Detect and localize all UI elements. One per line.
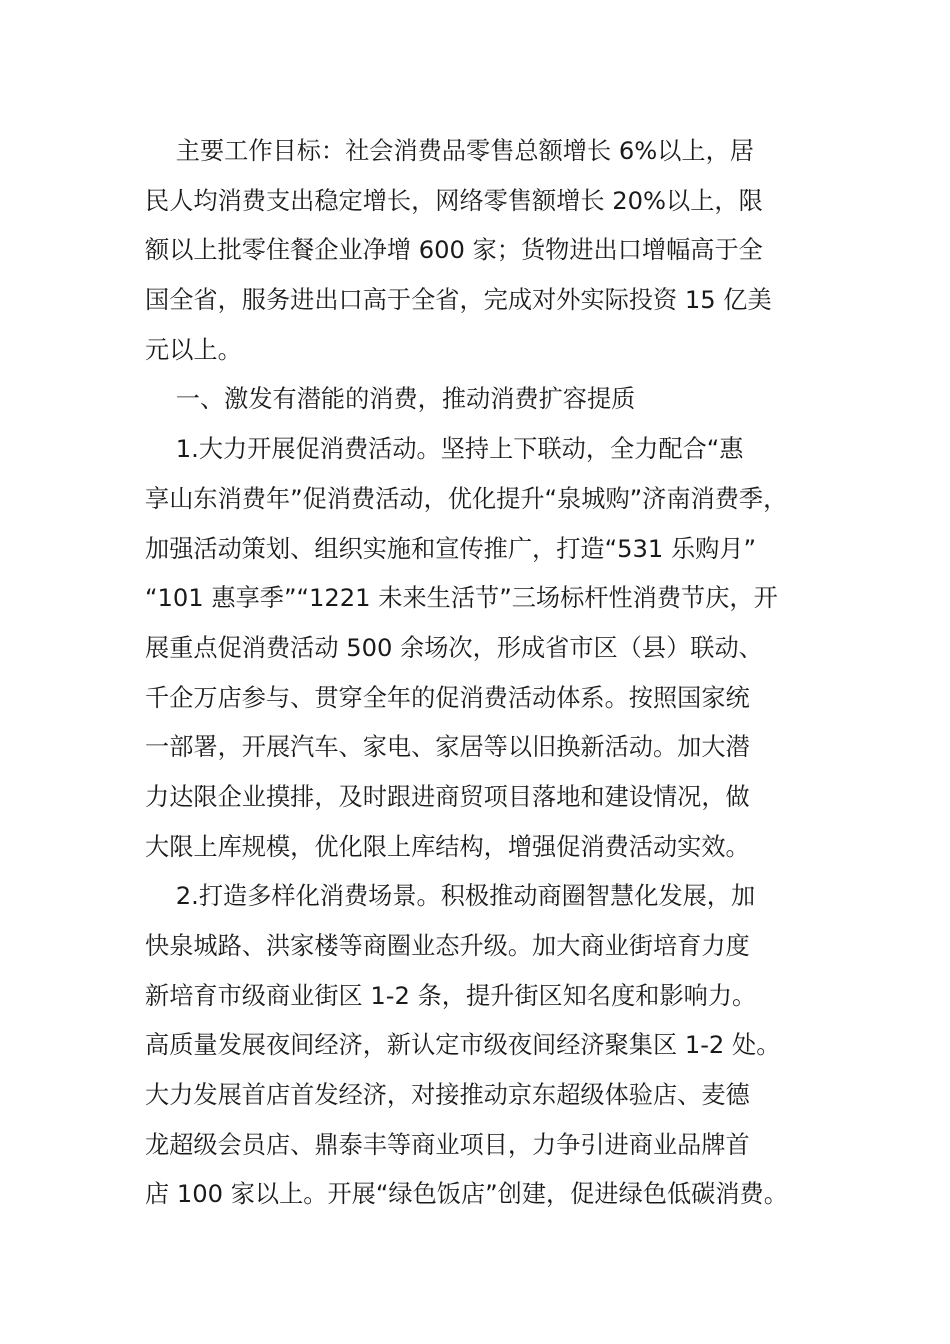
text-line: 主要工作目标：社会消费品零售总额增长 6%以上，居 <box>145 137 754 165</box>
text-line: 新培育市级商业街区 1-2 条，提升街区知名度和影响力。 <box>145 981 757 1010</box>
text-line: 额以上批零住餐企业净增 600 家；货物进出口增幅高于全 <box>145 236 763 265</box>
text-line: 1.大力开展促消费活动。坚持上下联动，全力配合“惠 <box>145 435 744 464</box>
text-line: 民人均消费支出稳定增长，网络零售额增长 20%以上，限 <box>145 186 763 215</box>
text-line: 大限上库规模，优化限上库结构，增强促消费活动实效。 <box>145 832 750 861</box>
text-line: 店 100 家以上。开展“绿色饭店”创建，促进绿色低碳消费。 <box>145 1180 788 1209</box>
text-line: 一部署，开展汽车、家电、家居等以旧换新活动。加大潜 <box>145 733 750 762</box>
section-heading: 一、激发有潜能的消费，推动消费扩容提质 <box>145 385 636 414</box>
text-line: “101 惠享季”“1221 未来生活节”三场标杆性消费节庆，开 <box>145 584 778 613</box>
text-line: 元以上。 <box>145 335 242 364</box>
text-line: 大力发展首店首发经济，对接推动京东超级体验店、麦德 <box>145 1081 750 1110</box>
text-line: 享山东消费年”促消费活动，优化提升“泉城购”济南消费季， <box>145 484 788 513</box>
body-text <box>145 127 833 1220</box>
text-line: 力达限企业摸排，及时跟进商贸项目落地和建设情况，做 <box>145 782 750 811</box>
text-line: 高质量发展夜间经济，新认定市级夜间经济聚集区 1-2 处。 <box>145 1031 781 1060</box>
text-line: 千企万店参与、贯穿全年的促消费活动体系。按照国家统 <box>145 683 750 712</box>
text-line: 展重点促消费活动 500 余场次，形成省市区（县）联动、 <box>145 633 763 662</box>
text-line: 快泉城路、洪家楼等商圈业态升级。加大商业街培育力度 <box>145 932 750 960</box>
text-line: 龙超级会员店、鼎泰丰等商业项目，力争引进商业品牌首 <box>145 1130 750 1159</box>
text-line: 加强活动策划、组织实施和宣传推广，打造“531 乐购月” <box>145 534 757 563</box>
text-line: 2.打造多样化消费场景。积极推动商圈智慧化发展，加 <box>145 882 756 911</box>
text-line: 国全省，服务进出口高于全省，完成对外实际投资 15 亿美 <box>145 286 772 315</box>
